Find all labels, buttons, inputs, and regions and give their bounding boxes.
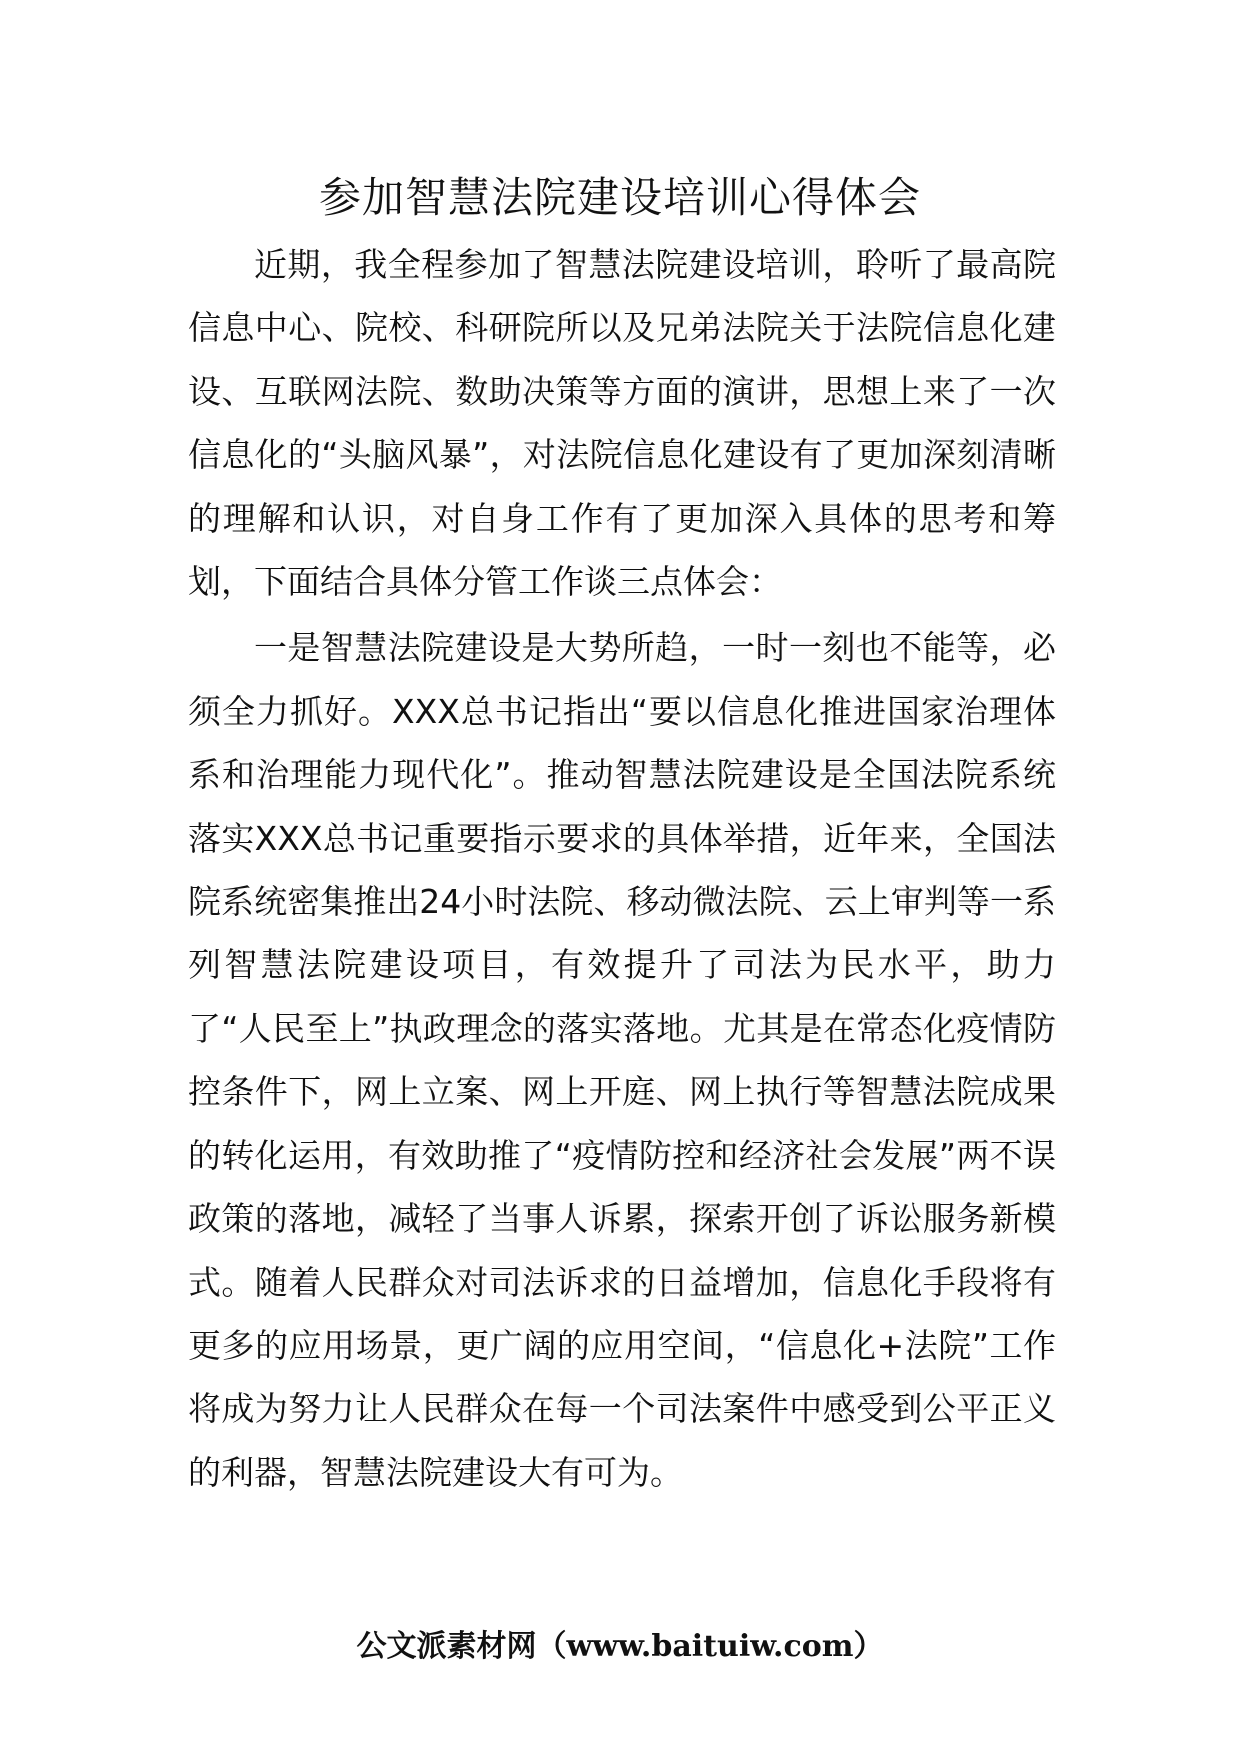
document-title: 参加智慧法院建设培训心得体会 xyxy=(318,173,921,222)
paragraph-intro: 近期，我全程参加了智慧法院建设培训，聆听了最高院信息中心、院校、科研院所以及兄弟法院关于法院信息化建设、互联网法院、数助决策等方面的演讲，思想上来了一次信息化的“头脑风暴”，对法院信息化建设有了更加深刻清晰的理解和认识，对自身工作有了更加深入具体的思考和筹划，下面结合具体分管工作谈三点体会： xyxy=(188,245,1056,602)
footer-source: 公文派素材网（www.baituiw.com） xyxy=(356,1629,884,1664)
paragraph-point-one: 一是智慧法院建设是大势所趋，一时一刻也不能等，必须全力抓好。XXX总书记指出“要以信息化推进国家治理体系和治理能力现代化”。推动智慧法院建设是全国法院系统落实XXX总书记重要指示要求的具体举措，近年来，全国法院系统密集推出24小时法院、移动微法院、云上审判等一系列智慧法院建设项目，有效提升了司法为民水平，助力了“人民至上”执政理念的落实落地。尤其是在常态化疫情防控条件下，网上立案、网上开庭、网上执行等智慧法院成果的转化运用，有效助推了“疫情防控和经济社会发展”两不误政策的落地，减轻了当事人诉累，探索开创了诉讼服务新模式。随着人民群众对司法诉求的日益增加，信息化手段将有更多的应用场景，更广阔的应用空间，“信息化+法院”工作将成为努力让人民群众在每一个司法案件中感受到公平正义的利器，智慧法院建设大有可为。 xyxy=(188,628,1056,1492)
document-body xyxy=(188,233,1056,1504)
